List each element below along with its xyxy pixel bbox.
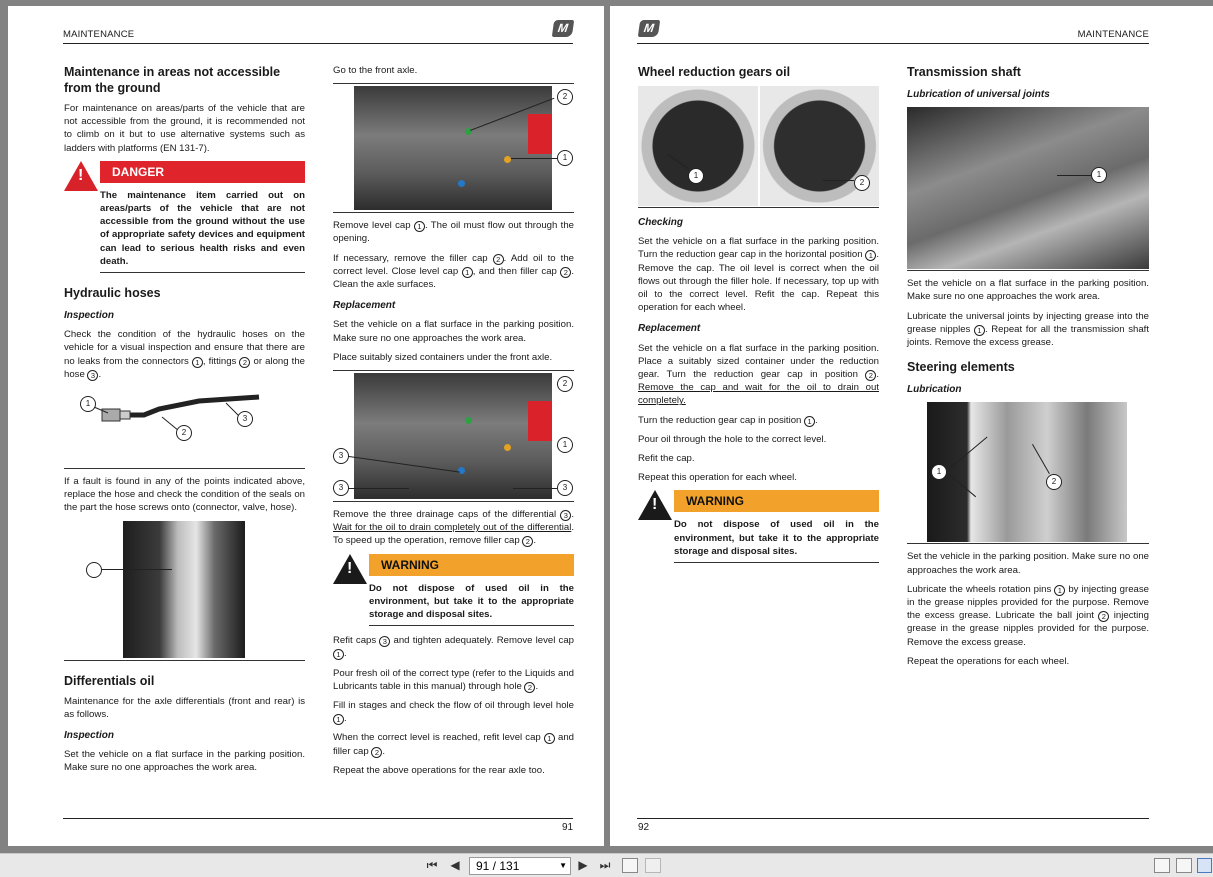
subsection-title: Replacement [638, 323, 701, 335]
callout-3: 3 [237, 411, 253, 427]
warning-text: Do not dispose of used oil in the environment, but take it to the appropriate storage and disposal sites. [674, 518, 879, 563]
paragraph: Set the vehicle in the parking position. Make sure no one approaches the work area. [907, 551, 1149, 576]
paragraph: Turn the reduction gear cap in position 1 . [638, 414, 818, 426]
page-footer-rule [637, 818, 1149, 819]
page-number-value: 91 / 131 [476, 859, 520, 873]
warning-label: WARNING [674, 490, 879, 512]
hose-figure [64, 387, 305, 469]
paragraph: Maintenance for the axle differentials (front and rear) is as follows. [64, 695, 305, 720]
left-column-2 [333, 64, 574, 783]
page-footer-rule [63, 818, 573, 819]
paragraph: Pour oil through the hole to the correct level. [638, 433, 827, 445]
callout-2: 2 [854, 175, 870, 191]
callout-3: 3 [557, 480, 573, 496]
page-92 [610, 6, 1213, 846]
paragraph: Pour fresh oil of the correct type (refer to the Liquids and Lubricants table in this manual) through hole 2 . [333, 667, 574, 692]
paragraph: Repeat the operations for each wheel. [907, 655, 1070, 667]
chevron-down-icon: ▼ [559, 861, 567, 870]
axle-figure-2 [333, 370, 574, 502]
paragraph: Lubricate the universal joints by injecting grease into the grease nipples 1 . Repeat for all the transmission shaft joints. Remove the excess grease. [907, 310, 1150, 349]
paragraph: Remove the three drainage caps of the differential 3 . Wait for the oil to drain completely out of the differential. To speed up the operation, remove filler cap 2 . [333, 509, 574, 547]
paragraph: Refit the cap. [638, 453, 695, 465]
subsection-title: Inspection [64, 310, 115, 322]
danger-icon [64, 161, 98, 191]
valve-figure [64, 521, 305, 661]
warning-box [333, 554, 574, 627]
paragraph: If a fault is found in any of the points indicated above, replace the hose and check the condition of the seals on the part the hose screws onto (connector, valve, hose). [64, 476, 305, 514]
axle-photo [354, 373, 552, 499]
single-page-view-icon[interactable] [1154, 858, 1170, 873]
paragraph: Fill in stages and check the flow of oil through level hole 1 . [333, 700, 574, 725]
danger-box [64, 161, 305, 273]
callout-1: 1 [557, 150, 573, 166]
callout-3: 3 [333, 480, 349, 496]
header-title: MAINTENANCE [63, 29, 135, 40]
page-number: 91 [562, 822, 574, 833]
paragraph: Set the vehicle on a flat surface in the parking position. Place a suitably sized container under the reduction gear. Turn the reduction gear cap in position 2 . Remove the cap and wait for the oil to drain out completely. [638, 342, 880, 407]
shaft-figure [907, 107, 1149, 271]
paragraph: Lubricate the wheels rotation pins 1 by injecting grease in the grease nipples provided for the purpose. Remove the excess grease. Lubricate the ball joint 2 injecting grease in the grease nipples provided for the purpose. Remove the excess grease. [907, 583, 1149, 648]
page-number: 92 [638, 822, 650, 833]
callout-empty [86, 562, 102, 578]
paste-page-icon[interactable] [645, 858, 661, 873]
two-page-view-icon[interactable] [1197, 858, 1212, 873]
section-title: Maintenance in areas not accessible from the ground [64, 65, 281, 95]
section-title: Steering elements [907, 360, 1015, 375]
warning-box [638, 490, 879, 563]
paragraph: Go to the front axle. [333, 65, 418, 76]
leader-line [102, 569, 172, 570]
paragraph: Check the condition of the hydraulic hoses on the vehicle for a visual inspection and ensure that there are no leaks from the connectors 1 , fittings 2 or along the hose 3 . [64, 329, 305, 380]
warning-text: Do not dispose of used oil in the environment, but take it to the appropriate storage and disposal sites. [369, 582, 574, 627]
axle-photo [354, 86, 552, 210]
previous-page-icon[interactable]: ◀ [450, 858, 460, 872]
warning-icon [638, 490, 672, 520]
last-page-icon[interactable]: ⏭ [599, 858, 611, 872]
page-number-select[interactable] [469, 857, 571, 875]
brand-logo-icon: M [552, 20, 574, 37]
callout-1: 1 [688, 168, 704, 184]
paragraph: Set the vehicle on a flat surface in the parking position. Make sure no one approaches the work area. [907, 278, 1149, 303]
paragraph: For maintenance on areas/parts of the vehicle that are not accessible from the ground, it is recommended not to climb on it but to use alternative systems such as ladders with platforms (EN 131-7). [64, 103, 305, 154]
shaft-photo [907, 107, 1149, 269]
paragraph: Set the vehicle on a flat surface in the parking position. Make sure no one approaches the work area. [64, 749, 305, 774]
paragraph: Repeat the above operations for the rear axle too. [333, 764, 545, 776]
copy-page-icon[interactable] [622, 858, 638, 873]
callout-1: 1 [931, 464, 947, 480]
paragraph: Refit caps 3 and tighten adequately. Remove level cap 1 . [333, 635, 574, 660]
subsection-title: Checking [638, 217, 684, 228]
paragraph: When the correct level is reached, refit level cap 1 and filler cap 2 . [333, 732, 574, 757]
callout-1: 1 [1091, 167, 1107, 183]
steering-figure [907, 402, 1149, 544]
navigation-toolbar [0, 853, 1213, 877]
callout-2: 2 [557, 89, 573, 105]
section-title: Wheel reduction gears oil [638, 65, 791, 79]
right-column-1 [638, 64, 879, 569]
paragraph: Set the vehicle on a flat surface in the parking position. Make sure no one approaches the work area. [333, 319, 574, 344]
page-91 [8, 6, 604, 846]
first-page-icon[interactable]: ⏮ [426, 858, 438, 872]
warning-icon [333, 554, 367, 584]
header-title: MAINTENANCE [1077, 29, 1149, 40]
paragraph: Remove level cap 1 . The oil must flow out through the opening. [333, 220, 574, 245]
callout-3: 3 [333, 448, 349, 464]
subsection-title: Replacement [333, 300, 396, 312]
brand-logo-icon: M [638, 20, 660, 37]
paragraph: Repeat this operation for each wheel. [638, 472, 797, 484]
next-page-icon[interactable]: ▶ [578, 858, 588, 872]
callout-2: 2 [176, 425, 192, 441]
continuous-view-icon[interactable] [1176, 858, 1192, 873]
callout-2: 2 [1046, 474, 1062, 490]
callout-1: 1 [557, 437, 573, 453]
wheel-cap-photo-1 [638, 86, 758, 206]
paragraph: Place suitably sized containers under the front axle. [333, 351, 553, 363]
callout-1: 1 [80, 396, 96, 412]
section-title: Hydraulic hoses [64, 286, 161, 301]
warning-label: WARNING [369, 554, 574, 576]
page-header [637, 21, 1149, 44]
page-header [63, 21, 573, 44]
section-title: Differentials oil [64, 673, 155, 688]
danger-text: The maintenance item carried out on areas/parts of the vehicle that are not accessible from the ground without the use of appropriate safety devices and equipment can lead to serious health risks and even death. [100, 189, 305, 273]
axle-figure-1 [333, 83, 574, 213]
section-title: Transmission shaft [907, 65, 1021, 79]
danger-label: DANGER [100, 161, 305, 183]
wheel-cap-figure [638, 86, 879, 208]
callout-2: 2 [557, 376, 573, 392]
valve-photo [123, 521, 245, 658]
subsection-title: Inspection [64, 730, 115, 742]
right-column-2 [907, 64, 1149, 674]
paragraph: If necessary, remove the filler cap 2 . Add oil to the correct level. Close level cap 1 , and then filler cap 2 . Clean the axle surfaces. [333, 252, 574, 291]
paragraph: Set the vehicle on a flat surface in the parking position. Turn the reduction gear cap in the horizontal position 1 . Remove the cap. The oil level is correct when the oil flows out through the filler hole. If necessary, top up with oil to the correct level. Refit the cap. Repeat this operation for each wheel. [638, 236, 879, 314]
subsection-title: Lubrication [907, 384, 962, 396]
steering-photo [927, 402, 1127, 542]
left-column-1 [64, 64, 305, 781]
subsection-title: Lubrication of universal joints [907, 89, 1050, 100]
